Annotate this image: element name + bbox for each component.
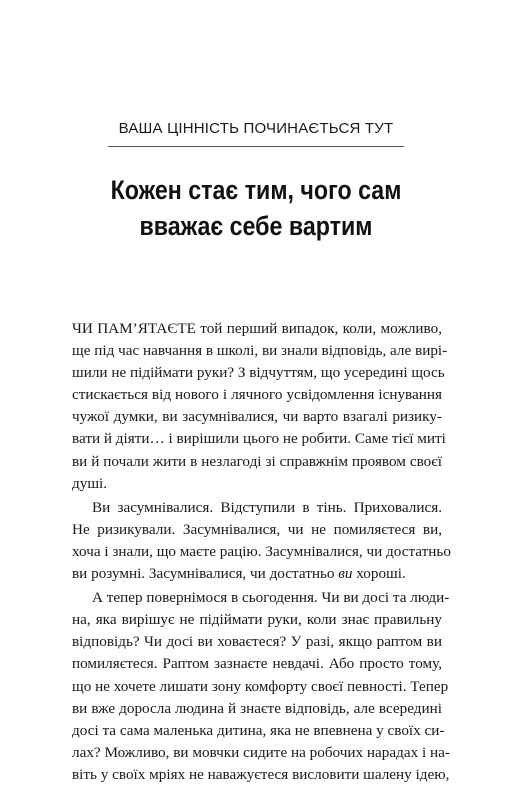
- text-line: А тепер повернімося в сьогодення. Чи ви досі та люди-: [92, 589, 450, 607]
- text-line: душі.: [72, 474, 108, 492]
- text-run: хороші.: [352, 565, 406, 583]
- text-line: ви й почали жити в незлагоді зі справжнім проявом своєї: [72, 452, 442, 470]
- text-line: Не ризикували. Засумнівалися, чи не помиляєтеся ви,: [72, 520, 442, 538]
- italic-word: ви: [338, 565, 353, 583]
- chapter-title: [87, 172, 424, 244]
- text-line: ще під час навчання в школі, ви знали відповідь, але вирі-: [72, 342, 448, 360]
- text-line: чужої думки, ви засумнівалися, чи варто взагалі ризику-: [72, 408, 442, 426]
- text-line: ЧИ ПАМ’ЯТАЄТЕ той перший випадок, коли, можливо,: [72, 320, 442, 337]
- paragraph-1: [72, 318, 448, 495]
- text-line: стискається від нового і лячного усвідомлення існування: [72, 386, 442, 404]
- chapter-title-line-2: вважає себе вартим: [139, 211, 373, 241]
- text-line: шили не підіймати руки? З відчуттям, що усередині щось: [72, 364, 445, 382]
- text-line: що не хочете лишати зону комфорту своєї певності. Тепер: [72, 677, 449, 695]
- text-line: відповідь? Чи досі ви ховаєтеся? У разі, якщо раптом ви: [72, 633, 442, 651]
- paragraph-3: [72, 587, 450, 786]
- text-line: вати й діяти… і вирішили цього не робити. Саме тієї миті: [72, 430, 446, 448]
- section-header: ВАША ЦІННІСТЬ ПОЧИНАЄТЬСЯ ТУТ: [118, 120, 394, 137]
- header-divider: [108, 146, 404, 147]
- text-run: ви розумні. Засумнівалися, чи достатньо: [72, 565, 339, 583]
- text-line: хоча і знали, що маєте рацію. Засумнівалися, чи достатньо: [72, 542, 451, 560]
- text-line: на, яка вирішує не підіймати руки, коли знає правильну: [72, 611, 442, 629]
- text-line-mixed: [72, 563, 442, 585]
- paragraph-2: [72, 497, 451, 585]
- text-line: ви вже доросла людина й знаєте відповідь, але всередині: [72, 699, 442, 717]
- text-line: помиляєтеся. Раптом зазнаєте невдачі. Або просто тому,: [72, 655, 442, 673]
- body-text: [72, 318, 451, 786]
- text-line: віть у своїх мріях не наважуєтеся висловити шалену ідею,: [72, 765, 450, 783]
- text-line: досі та сама маленька дитина, яка не впевнена у своїх си-: [72, 721, 445, 739]
- chapter-title-line-1: Кожен стає тим, чого сам: [110, 175, 402, 205]
- text-line: лах? Можливо, ви мовчки сидите на робочих нарадах і на-: [72, 743, 450, 761]
- text-line: Ви засумнівалися. Відступили в тінь. Приховалися.: [92, 498, 442, 516]
